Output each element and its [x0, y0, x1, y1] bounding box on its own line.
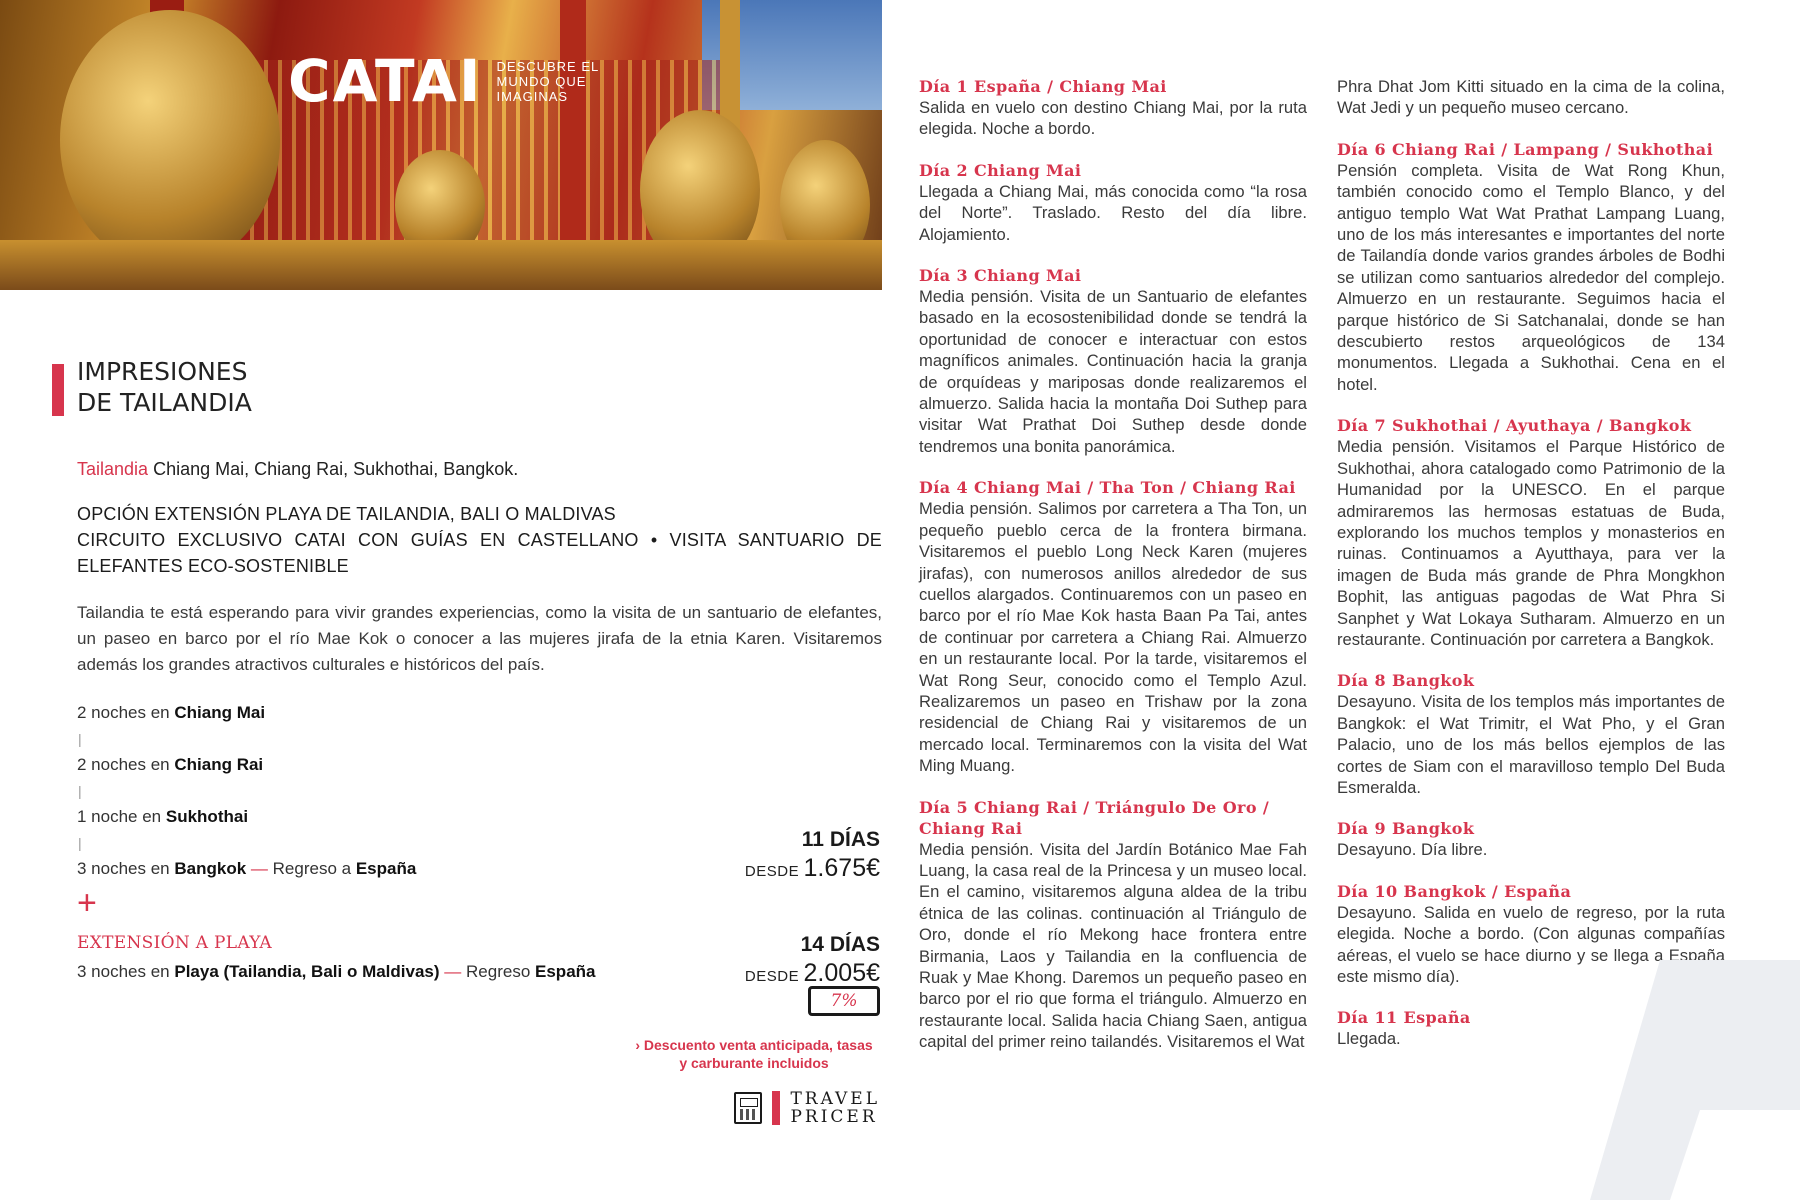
page-title-line-1: IMPRESIONES	[77, 357, 248, 386]
day-title: Día 10 Bangkok / España	[1337, 881, 1572, 901]
day-text: Desayuno. Visita de los templos más importantes de Bangkok: el Wat Trimitr, el Wat Pho, y el Gran Palacio, uno de los más bellos ejemplos de las cortes de Siam con el maravilloso templo Del Buda Esmeralda.	[1337, 692, 1725, 797]
extension-return-text: Regreso	[466, 962, 531, 981]
route-nights: 2 noches en	[77, 703, 170, 722]
day-title: Día 1 España / Chiang Mai	[919, 77, 1167, 96]
price-from-label: DESDE	[744, 863, 800, 880]
price-from-label: DESDE	[744, 968, 800, 985]
day-title: Día 6 Chiang Rai / Lampang / Sukhothai	[1337, 139, 1714, 159]
route-place: Chiang Mai	[174, 703, 266, 722]
logo-tagline: DESCUBRE EL MUNDO QUE IMAGINAS	[496, 58, 599, 104]
route-list	[77, 700, 597, 882]
headline-line-2: CIRCUITO EXCLUSIVO CATAI CON GUÍAS EN CASTELLANO • VISITA SANTUARIO DE ELEFANTES ECO-SOSTENIBLE	[77, 530, 882, 576]
route-return-text: Regreso a	[272, 859, 352, 878]
price-amount: 2.005€	[803, 959, 880, 987]
day-text-continuation: Phra Dhat Jom Kitti situado en la cima de la colina, Wat Jedi y un pequeño museo cercano.	[1337, 77, 1725, 118]
day-title: Día 3 Chiang Mai	[919, 266, 1082, 286]
headline-line-1: OPCIÓN EXTENSIÓN PLAYA DE TAILANDIA, BALI O MALDIVAS	[77, 504, 616, 524]
day-title: Día 8 Bangkok	[1337, 671, 1475, 691]
route-stop	[77, 856, 597, 882]
itinerary-day	[1337, 670, 1725, 798]
price-line	[745, 853, 880, 887]
itinerary-day	[1337, 139, 1725, 395]
discount-ticket-icon	[808, 986, 880, 1016]
itinerary-day	[1337, 415, 1725, 650]
page-title-line-2: DE TAILANDIA	[77, 388, 252, 417]
title-accent-bar	[52, 364, 64, 416]
extension-stop	[77, 962, 596, 982]
discount-note: › Descuento venta anticipada, tasas y carburante incluidos	[635, 1037, 873, 1071]
route-separator: |	[78, 783, 82, 799]
route-stop	[77, 804, 597, 830]
day-title: Día 11 España	[1337, 1008, 1471, 1028]
itinerary-column-2	[1337, 76, 1725, 1070]
day-text: Media pensión. Visita del Jardín Botánico Mae Fah Luang, la casa real de la Princesa y un museo local. En el camino, visitaremos alguna aldea de la tribu étnica de las colinas. continuación al Triángulo de Oro, donde el río Mekong hace frontera entre Birmania, Laos y Tailandia en la confluencia de Ruak y Mae Khong. Daremos un pequeño paseo en barco por el rio que forma el triángulo. Almuerzo en restaurante local. Salida hacia Chiang Saen, antigua capital del primer reino tailandés. Visitaremos el Wat	[919, 839, 1307, 1052]
day-title: Día 2 Chiang Mai	[919, 160, 1082, 180]
travel-pricer-bar	[772, 1091, 780, 1125]
price-amount: 1.675€	[803, 854, 880, 882]
route-place: Bangkok	[174, 859, 247, 878]
travel-pricer-logo	[734, 1090, 880, 1126]
day-text: Desayuno. Salida en vuelo de regreso, por la ruta elegida. Noche a bordo. (Con algunas compañías aéreas, el vuelo se hace diurno y se llega a España este mismo día).	[1337, 902, 1725, 986]
price-days: 14 DÍAS	[800, 933, 880, 956]
day-text: Llegada a Chiang Mai, más conocida como “la rosa del Norte”. Traslado. Resto del día libre. Alojamiento.	[919, 181, 1307, 244]
day-text: Media pensión. Visita de un Santuario de elefantes basado en la ecosostenibilidad donde se tendrá la oportunidad de conocer e interactuar con estos magníficos animales. Continuación hacia la granja de orquídeas y mariposas donde realizaremos el almuerzo. Salida hacia la montaña Doi Suthep para visitar Wat Prathat Doi Suthep desde donde tendremos una bonita panorámica.	[919, 287, 1307, 456]
day-title: Día 9 Bangkok	[1337, 819, 1475, 839]
extension-place: Playa (Tailandia, Bali o Maldivas)	[174, 962, 440, 981]
hero-floor	[0, 240, 882, 290]
extension-nights: 3 noches en	[77, 962, 170, 981]
day-text: Media pensión. Visitamos el Parque Histórico de Sukhothai, ahora catalogado como Patrimonio de la Humanidad por la UNESCO. En el parque admiraremos las hermosas estatuas de Buda, explorando los muchos templos y monasterios en ruinas. Continuamos a Ayutthaya, para ver la imagen de Buda más grande de Phra Mongkhon Bophit, las antiguas pagodas de Wat Phra Si Sanphet y Wat Lokaya Sutharam. Almuerzo en un restaurante. Continuación por carretera a Bangkok.	[1337, 437, 1725, 649]
headline	[77, 501, 882, 579]
extension-return-place: España	[535, 962, 596, 981]
hero-photo	[0, 0, 882, 290]
extension-dash: —	[444, 962, 462, 981]
decorative-shape	[1550, 950, 1800, 1200]
itinerary-day	[919, 265, 1307, 457]
day-text: Desayuno. Día libre.	[1337, 840, 1488, 860]
day-text: Pensión completa. Visita de Wat Rong Khun, también conocido como el Templo Blanco, y del antiguo templo Wat Wat Prathat Lampang Luang, uno de los más interesantes e importantes del norte de Tailandía donde varios grandes árboles de Bodhi se utilizan como santuarios alrededor del complejo. Almuerzo en un restaurante. Seguimos hacia el parque histórico de Si Satchanalai, donde se han descubierto restos arqueológicos de 134 monumentos. Llegada a Sukhothai. Cena en el hotel.	[1337, 160, 1725, 394]
catai-logo	[288, 47, 616, 115]
day-title: Día 5 Chiang Rai / Triángulo De Oro / Chiang Rai	[919, 797, 1270, 838]
logo-mark: CATAI	[288, 47, 483, 115]
itinerary-day	[1337, 818, 1725, 860]
buddha-statue-large	[60, 10, 280, 270]
day-title: Día 7 Sukhothai / Ayuthaya / Bangkok	[1337, 416, 1692, 436]
day-title: Día 4 Chiang Mai / Tha Ton / Chiang Rai	[919, 478, 1296, 498]
price-block-11-days	[745, 827, 880, 887]
destination-cities: Chiang Mai, Chiang Rai, Sukhothai, Bangkok.	[153, 459, 519, 479]
day-text: Media pensión. Salimos por carretera a Tha Ton, un pequeño pueblo cerca de la frontera birmana. Visitaremos el pueblo Long Neck Karen (mujeres jirafas), con numerosos anillos alrededor de sus cuellos alargados. Continuaremos con un paseo en barco por el río Mae Kok hasta Baan Pa Tai, antes de continuar por carretera a Chiang Rai. Almuerzo en un restaurante local. Por la tarde, visitaremos el Wat Rong Seur, conocido como el Templo Azul. Realizaremos un paseo en Trishaw por la zona residencial de Chiang Rai y visitaremos de un mercado local. Terminaremos con la visita del Wat Ming Muang.	[919, 499, 1307, 776]
day-text: Salida en vuelo con destino Chiang Mai, por la ruta elegida. Noche a bordo.	[919, 98, 1307, 139]
page-title	[77, 356, 252, 418]
route-place: Sukhothai	[165, 807, 249, 826]
itinerary-day	[919, 477, 1307, 776]
discount-badge: 7%	[830, 991, 858, 1011]
destination-country: Tailandia	[77, 459, 149, 479]
travel-pricer-line-2: PRICER	[790, 1107, 878, 1127]
calculator-icon	[734, 1092, 762, 1124]
itinerary-column-1	[919, 76, 1307, 1073]
price-block-14-days	[745, 932, 880, 992]
route-separator: |	[78, 731, 82, 747]
price-days: 11 DÍAS	[801, 828, 880, 851]
itinerary-day	[919, 76, 1307, 140]
route-nights: 3 noches en	[77, 859, 170, 878]
route-stop	[77, 700, 597, 726]
route-return-place: España	[355, 859, 417, 878]
destinations	[77, 459, 518, 480]
route-dash: —	[250, 859, 268, 878]
day-text: Llegada.	[1337, 1029, 1401, 1049]
route-separator: |	[78, 835, 82, 851]
itinerary-day	[919, 160, 1307, 245]
itinerary-day	[919, 797, 1307, 1053]
travel-pricer-line-1: TRAVEL	[790, 1089, 880, 1109]
route-nights: 1 noche en	[77, 807, 162, 826]
travel-pricer-text	[790, 1090, 880, 1126]
route-stop	[77, 752, 597, 778]
extension-title: EXTENSIÓN A PLAYA	[77, 933, 272, 953]
plus-icon: +	[77, 884, 97, 922]
route-place: Chiang Rai	[174, 755, 264, 774]
intro-paragraph: Tailandia te está esperando para vivir grandes experiencias, como la visita de un santuario de elefantes, un paseo en barco por el río Mae Kok o conocer a las mujeres jirafa de la etnia Karen. Visitaremos además los grandes atractivos culturales e históricos del país.	[77, 603, 882, 674]
route-nights: 2 noches en	[77, 755, 170, 774]
